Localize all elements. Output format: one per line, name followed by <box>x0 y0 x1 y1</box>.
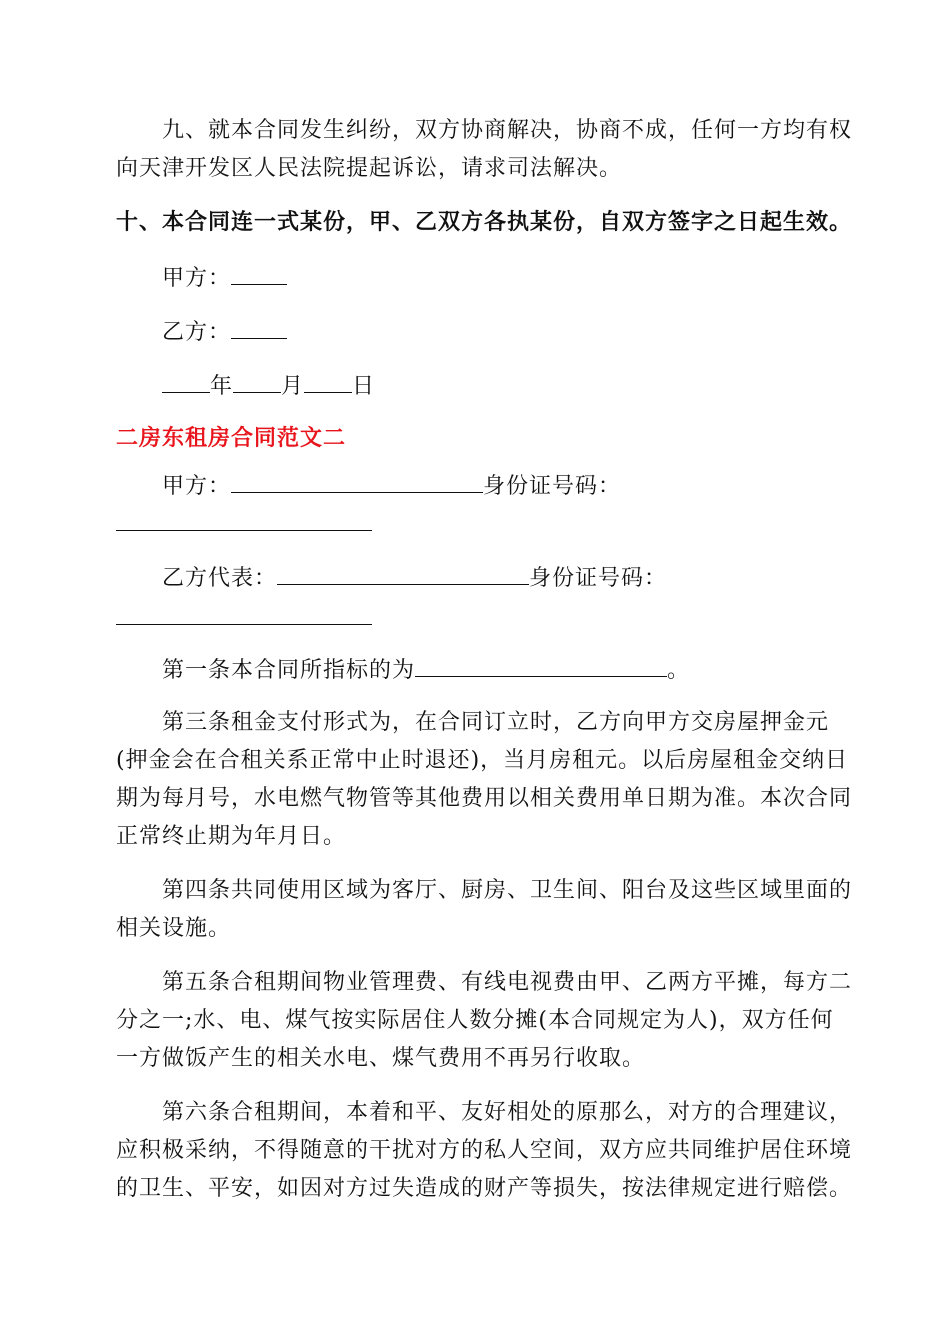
article-5-line-1: 第五条合租期间物业管理费、有线电视费由甲、乙两方平摊，每方二 <box>162 970 853 995</box>
article-6-line-3: 的卫生、平安，如因对方过失造成的财产等损失，按法律规定进行赔偿。 <box>116 1176 853 1201</box>
party-b-id-blank <box>116 624 372 625</box>
party-b-id-label: 身份证号码： <box>529 566 668 591</box>
party-a-id-label: 身份证号码： <box>483 474 622 499</box>
article-3-line-4: 正常终止期为年月日。 <box>116 824 347 849</box>
article-5-line-3: 一方做饭产生的相关水电、煤气费用不再另行收取。 <box>116 1046 646 1071</box>
day-label: 日 <box>352 374 376 399</box>
section-10: 十、本合同连一式某份，甲、乙双方各执某份，自双方签字之日起生效。 <box>116 210 853 235</box>
party-b-line <box>162 562 836 594</box>
article-1-blank <box>415 654 667 677</box>
sign-party-b <box>162 316 836 348</box>
sign-party-a-blank <box>231 262 287 285</box>
sign-party-a-label: 甲方： <box>162 266 232 291</box>
section-9-line-1: 九、就本合同发生纠纷，双方协商解决，协商不成，任何一方均有权 <box>162 118 853 143</box>
sign-party-b-blank <box>231 316 287 339</box>
article-3-line-2: (押金会在合租关系正常中止时退还)，当月房租元。以后房屋租金交纳日 <box>116 748 849 773</box>
month-blank <box>233 370 281 393</box>
article-1-end: 。 <box>667 658 691 683</box>
party-a-name-blank <box>231 470 483 493</box>
party-a-id-blank <box>116 530 372 531</box>
article-1-text: 第一条本合同所指标的为 <box>162 658 416 683</box>
article-3-line-1: 第三条租金支付形式为，在合同订立时，乙方向甲方交房屋押金元 <box>162 710 830 735</box>
sign-party-a <box>162 262 836 294</box>
day-blank <box>304 370 352 393</box>
party-a-label: 甲方： <box>162 474 232 499</box>
article-6-line-1: 第六条合租期间，本着和平、友好相处的原那么，对方的合理建议， <box>162 1100 853 1125</box>
article-5-line-2: 分之一;水、电、煤气按实际居住人数分摊(本合同规定为人)，双方任何 <box>116 1008 834 1033</box>
section-9-line-2: 向天津开发区人民法院提起诉讼，请求司法解决。 <box>116 156 623 181</box>
article-4-line-1: 第四条共同使用区域为客厅、厨房、卫生间、阳台及这些区域里面的 <box>162 878 853 903</box>
article-3-line-3: 期为每月号，水电燃气物管等其他费用以相关费用单日期为准。本次合同 <box>116 786 853 811</box>
year-blank <box>162 370 210 393</box>
party-a-line <box>162 470 836 502</box>
year-label: 年 <box>210 374 234 399</box>
sign-party-b-label: 乙方： <box>162 320 232 345</box>
sign-date <box>162 370 836 402</box>
party-b-name-blank <box>277 562 529 585</box>
month-label: 月 <box>281 374 305 399</box>
party-b-rep-label: 乙方代表： <box>162 566 278 591</box>
article-6-line-2: 应积极采纳，不得随意的干扰对方的私人空间，双方应共同维护居住环境 <box>116 1138 853 1163</box>
section-heading: 二房东租房合同范文二 <box>116 426 347 451</box>
article-4-line-2: 相关设施。 <box>116 916 232 941</box>
article-1 <box>162 654 836 686</box>
